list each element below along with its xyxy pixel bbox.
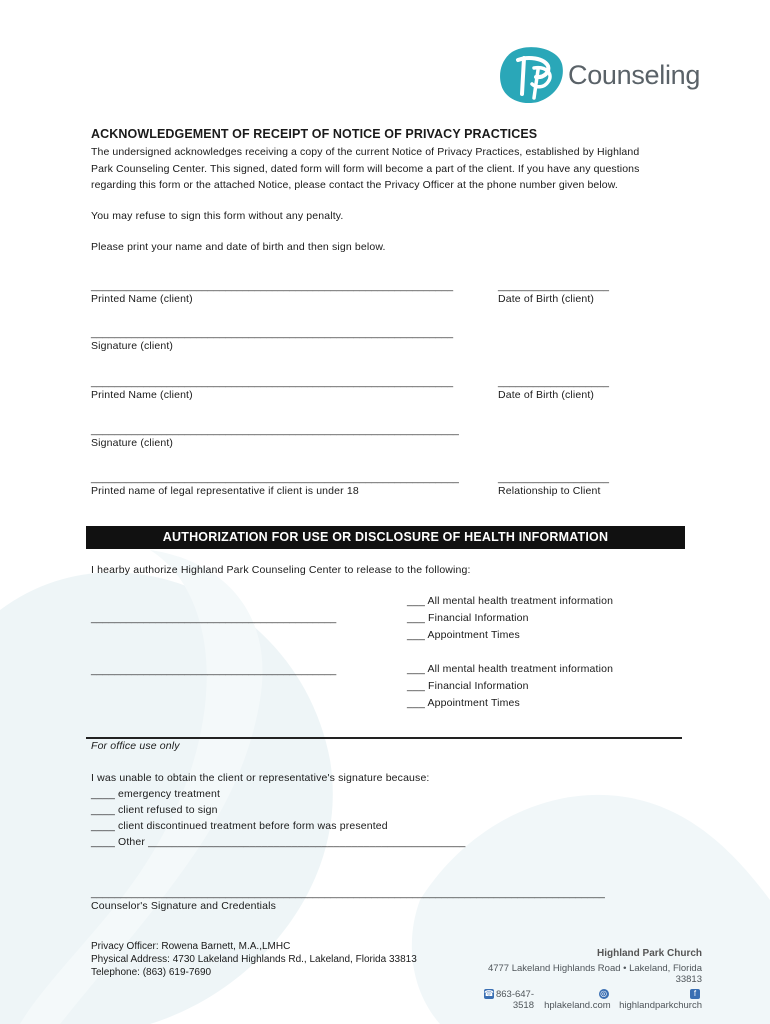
printed-name-field-2[interactable]: ______________________________________________________________ [91,376,454,388]
signature-label: Signature (client) [91,437,174,449]
church-address: 4777 Lakeland Highlands Road • Lakeland, Florida 33813 [487,963,702,985]
church-contacts [470,989,702,1011]
printed-name-field-1[interactable]: ______________________________________________________________ [91,280,454,292]
telephone: Telephone: (863) 619-7690 [91,967,212,978]
web-contact[interactable] [540,989,611,1011]
legal-rep-field[interactable]: _______________________________________________________________ [91,472,459,484]
ack-title: ACKNOWLEDGEMENT OF RECEIPT OF NOTICE OF PRIVACY PRACTICES [91,127,538,141]
ack-paragraph [91,144,676,194]
authorization-title-bar: AUTHORIZATION FOR USE OR DISCLOSURE OF HEALTH INFORMATION [86,526,685,549]
refuse-text: You may refuse to sign this form without any penalty. [91,210,344,222]
authorization-intro: I hearby authorize Highland Park Counseling Center to release to the following: [91,564,471,576]
facebook-icon: f [690,989,700,999]
printed-name-label: Printed Name (client) [91,389,193,401]
phone-icon: ☎ [483,989,494,999]
reason-refused[interactable]: ____ client refused to sign [91,804,218,816]
ack-paragraph-line: Park Counseling Center. This signed, dated form will form will become a part of the client. If you have any questions [91,162,640,175]
counselor-signature-label: Counselor's Signature and Credentials [91,900,276,912]
reason-emergency[interactable]: ____ emergency treatment [91,788,221,800]
reasons-list [91,786,466,850]
dob-label: Date of Birth (client) [498,293,595,305]
dob-label: Date of Birth (client) [498,389,595,401]
signature-label: Signature (client) [91,340,174,352]
option-appointments[interactable]: ___ Appointment Times [407,629,520,641]
printed-name-label: Printed Name (client) [91,293,193,305]
recipient-field-2[interactable]: __________________________________________ [91,664,337,676]
release-options-1 [407,593,613,644]
privacy-officer-block [91,940,417,979]
physical-address: Physical Address: 4730 Lakeland Highlands Rd., Lakeland, Florida 33813 [91,954,417,965]
dob-field-1[interactable]: ___________________ [498,280,609,292]
privacy-officer: Privacy Officer: Rowena Barnett, M.A.,LMHC [91,941,291,952]
church-facebook[interactable]: highlandparkchurch [619,1000,702,1011]
option-financial[interactable]: ___ Financial Information [407,612,529,624]
option-financial[interactable]: ___ Financial Information [407,680,529,692]
church-website[interactable]: hplakeland.com [544,1000,611,1011]
facebook-contact[interactable] [617,989,702,1011]
option-mental-health[interactable]: ___ All mental health treatment information [407,595,614,607]
legal-rep-label: Printed name of legal representative if client is under 18 [91,485,359,497]
globe-icon: ◎ [600,989,608,999]
option-mental-health[interactable]: ___ All mental health treatment information [407,663,614,675]
release-options-2 [407,661,613,712]
office-use-title: For office use only [91,740,180,752]
counseling-logo-icon [498,44,570,106]
option-appointments[interactable]: ___ Appointment Times [407,697,520,709]
signature-field-1[interactable]: ______________________________________________________________ [91,327,454,339]
church-footer [470,948,702,1011]
phone-contact [470,989,534,1011]
ack-paragraph-line: The undersigned acknowledges receiving a copy of the current Notice of Privacy Practices, established by Highland [91,146,640,158]
relationship-label: Relationship to Client [498,485,601,497]
counselor-signature-field[interactable]: ________________________________________________________________________________________ [91,887,605,899]
relationship-field[interactable]: ___________________ [498,472,609,484]
reason-discontinued[interactable]: ____ client discontinued treatment before form was presented [91,820,388,832]
reason-other[interactable]: ____ Other _____________________________________________________ [91,836,466,848]
logo-wordmark: Counseling [568,60,701,90]
unable-text: I was unable to obtain the client or representative's signature because: [91,772,430,784]
church-name: Highland Park Church [596,948,702,959]
ack-paragraph-line: regarding this form or the attached Notice, please contact the Privacy Officer at the phone number given below. [91,179,618,191]
print-instruction: Please print your name and date of birth and then sign below. [91,241,386,253]
dob-field-2[interactable]: ___________________ [498,376,609,388]
recipient-field-1[interactable]: __________________________________________ [91,612,337,624]
church-phone: 863-647-3518 [495,989,534,1011]
signature-field-2[interactable]: _______________________________________________________________ [91,424,459,436]
